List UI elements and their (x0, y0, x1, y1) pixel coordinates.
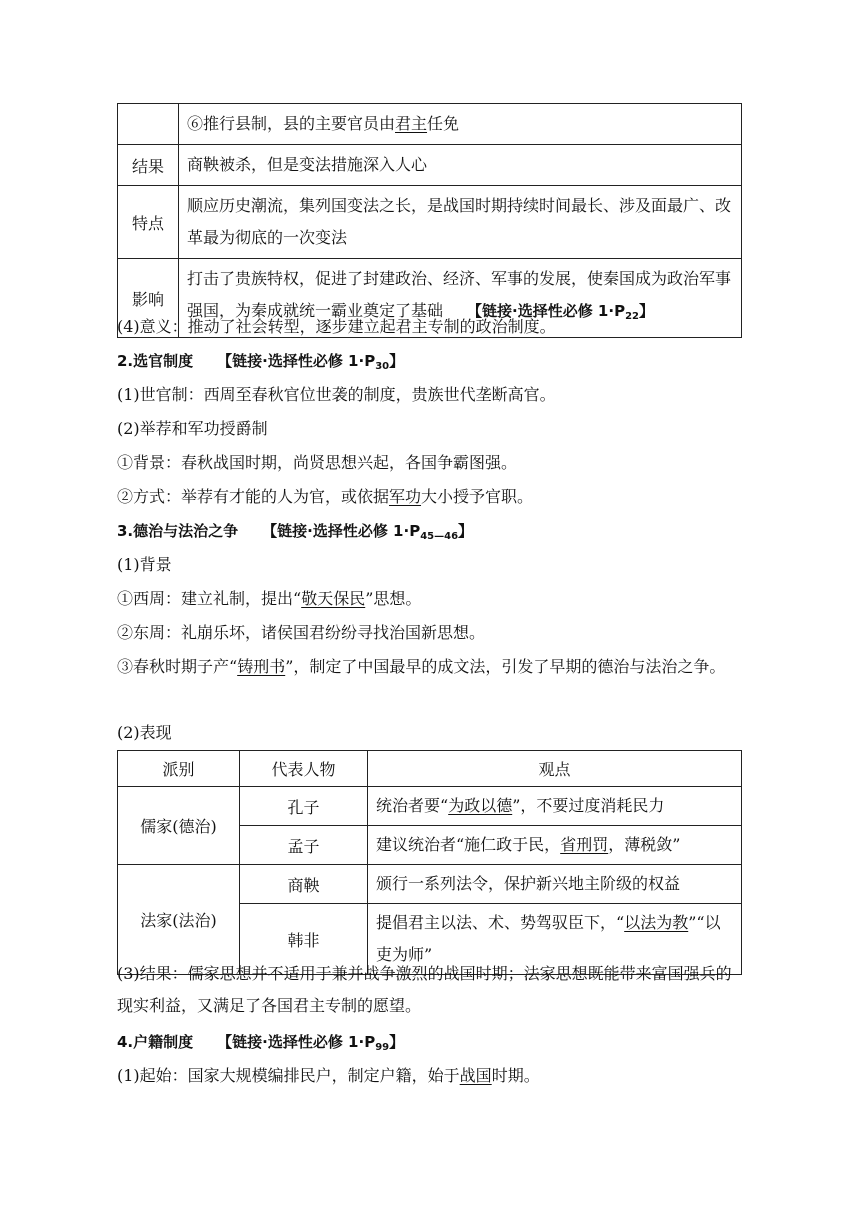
section-heading: 4.户籍制度 【链接·选择性必修 $1\cdot P_{99}$】 (117, 1033, 405, 1053)
textbook-link: 【链接·选择性必修 $1\cdot P_{99}$】 (217, 1033, 405, 1053)
paragraph: (2)举荐和军功授爵制 (117, 419, 268, 438)
paragraph: (1)背景 (117, 555, 172, 574)
column-header: 派别 (118, 751, 240, 787)
reform-measure-6: ⑥推行县制，县的主要官员由君主任免 (179, 104, 742, 145)
paragraph: (1)世官制：西周至春秋官位世袭的制度，贵族世代垄断高官。 (117, 385, 556, 404)
paragraph: (3)结果：儒家思想并不适用于兼并战争激烈的战国时期；法家思想既能带来富国强兵的现实利益，又满足了各国君主专制的愿望。 (117, 964, 732, 1015)
paragraph: ①背景：春秋战国时期，尚贤思想兴起，各国争霸图强。 (117, 453, 518, 472)
paragraph: ③春秋时期子产“铸刑书”，制定了中国最早的成文法，引发了早期的德治与法治之争。 (117, 657, 726, 676)
viewpoint: 颁行一系列法令，保护新兴地主阶级的权益 (368, 865, 742, 904)
row-label: 结果 (118, 145, 179, 186)
viewpoint: 建议统治者“施仁政于民，省刑罚，薄税敛” (368, 826, 742, 865)
viewpoint: 提倡君主以法、术、势驾驭臣下，“以法为教”“以吏为师” (368, 904, 742, 975)
person-name: 商鞅 (240, 865, 368, 904)
school-name: 儒家(德治) (118, 787, 240, 865)
paragraph: (1)起始：国家大规模编排民户，制定户籍，始于战国时期。 (117, 1066, 540, 1085)
paragraph: (2)表现 (117, 723, 172, 742)
column-header: 代表人物 (240, 751, 368, 787)
school-name: 法家(法治) (118, 865, 240, 975)
row-label: 特点 (118, 186, 179, 259)
viewpoint: 统治者要“为政以德”，不要过度消耗民力 (368, 787, 742, 826)
schools-table (117, 750, 742, 975)
impact-text: 打击了贵族特权，促进了封建政治、经济、军事的发展，使秦国成为政治军事强国，为秦成就统一霸业奠定了基础 【链接·选择性必修 $1\cdot P_{22}$】 (179, 259, 742, 338)
feature-text: 顺应历史潮流，集列国变法之长，是战国时期持续时间最长、涉及面最广、改革最为彻底的一次变法 (179, 186, 742, 259)
table-row (118, 104, 742, 145)
reform-table (117, 103, 742, 338)
paragraph: ①西周：建立礼制，提出“敬天保民”思想。 (117, 589, 422, 608)
textbook-link: 【链接·选择性必修 $1\cdot P_{30}$】 (217, 352, 405, 372)
textbook-link: 【链接·选择性必修 $1\cdot P_{45—46}$】 (262, 522, 474, 542)
table-row (118, 865, 742, 904)
person-name: 孔子 (240, 787, 368, 826)
table-row (118, 186, 742, 259)
result-text: 商鞅被杀，但是变法措施深入人心 (179, 145, 742, 186)
textbook-link: 【链接·选择性必修 $1\cdot P_{22}$】 (467, 302, 655, 322)
table-row (118, 787, 742, 826)
person-name: 韩非 (240, 904, 368, 975)
table-row (118, 145, 742, 186)
section-heading: 3.德治与法治之争 【链接·选择性必修 $1\cdot P_{45—46}$】 (117, 522, 474, 542)
row-label: 影响 (118, 259, 179, 338)
paragraph: (4)意义：推动了社会转型，逐步建立起君主专制的政治制度。 (117, 317, 556, 336)
person-name: 孟子 (240, 826, 368, 865)
section-heading: 2.选官制度 【链接·选择性必修 $1\cdot P_{30}$】 (117, 352, 405, 372)
paragraph: ②方式：举荐有才能的人为官，或依据军功大小授予官职。 (117, 487, 534, 506)
table-header-row (118, 751, 742, 787)
column-header: 观点 (368, 751, 742, 787)
paragraph: ②东周：礼崩乐坏，诸侯国君纷纷寻找治国新思想。 (117, 623, 486, 642)
